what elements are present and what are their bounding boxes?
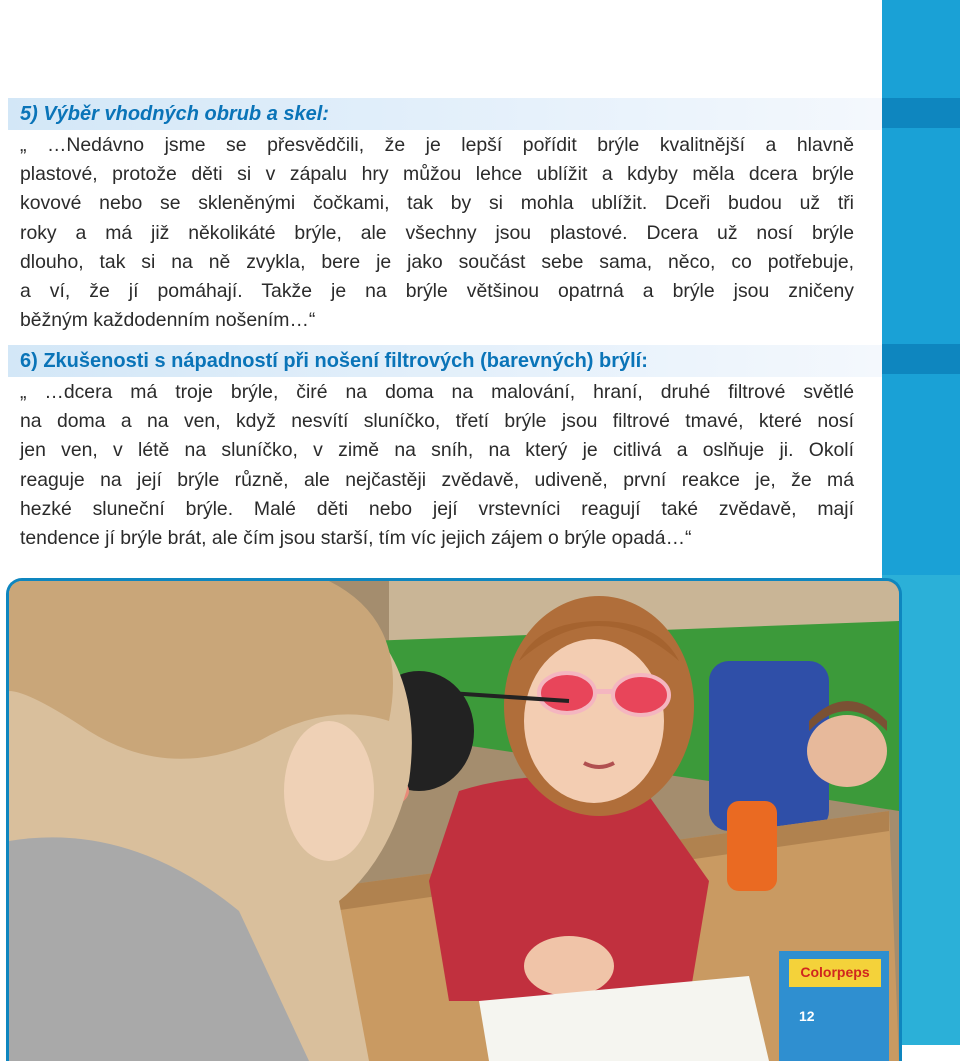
text-line: na doma a na ven, když nesvítí sluníčko, třetí brýle jsou filtrové tmavé, které nosí bbox=[20, 410, 854, 433]
section-6-title: 6) Zkušenosti s nápadností při nošení filtrových (barevných) brýlí: bbox=[20, 350, 648, 372]
text-line: roky a má již několikáté brýle, ale všechny jsou plastové. Dcera už nosí brýle bbox=[20, 221, 854, 244]
strip-band bbox=[882, 344, 960, 374]
crayon-box-count: 12 bbox=[799, 1008, 815, 1024]
crayon-box-label: Colorpeps bbox=[800, 964, 870, 980]
section-5-quote bbox=[20, 131, 854, 335]
text-line: jen ven, v létě na sluníčko, v zimě na sníh, na který je citlivá a oslňuje ji. Okolí bbox=[20, 439, 854, 462]
section-6-quote bbox=[20, 378, 854, 553]
text-line: běžným každodenním nošením…“ bbox=[20, 309, 316, 332]
text-line: plastové, protože děti si v zápalu hry můžou lehce ublížit a kdyby měla dcera brýle bbox=[20, 163, 854, 186]
section-5-title: 5) Výběr vhodných obrub a skel: bbox=[20, 103, 329, 125]
text-line: kovové nebo se skleněnými čočkami, tak by si mohla ublížit. Dceři budou už tři bbox=[20, 192, 854, 215]
text-line: „ …Nedávno jsme se přesvědčili, že je lepší pořídit brýle kvalitnější a hlavně bbox=[20, 134, 854, 156]
text-line: dlouho, tak si na ně zvykla, bere je jako součást sebe sama, něco, co potřebuje, bbox=[20, 250, 854, 273]
photo-child-with-glasses bbox=[6, 578, 902, 1061]
text-line: reaguje na její brýle různě, ale nejčastěji zvědavě, udiveně, první reakce je, že má bbox=[20, 468, 854, 491]
text-line: hezké sluneční brýle. Malé děti nebo její vrstevníci reagují také zvědavě, mají bbox=[20, 497, 854, 520]
strip-band bbox=[882, 98, 960, 128]
text-line: „ …dcera má troje brýle, čiré na doma na malování, hraní, druhé filtrové světlé bbox=[20, 381, 854, 403]
text-line: a ví, že jí pomáhají. Takže je na brýle většinou opatrná a brýle jsou zničeny bbox=[20, 280, 854, 303]
text-line: tendence jí brýle brát, ale čím jsou starší, tím víc jejich zájem o brýle opadá…“ bbox=[20, 527, 692, 550]
